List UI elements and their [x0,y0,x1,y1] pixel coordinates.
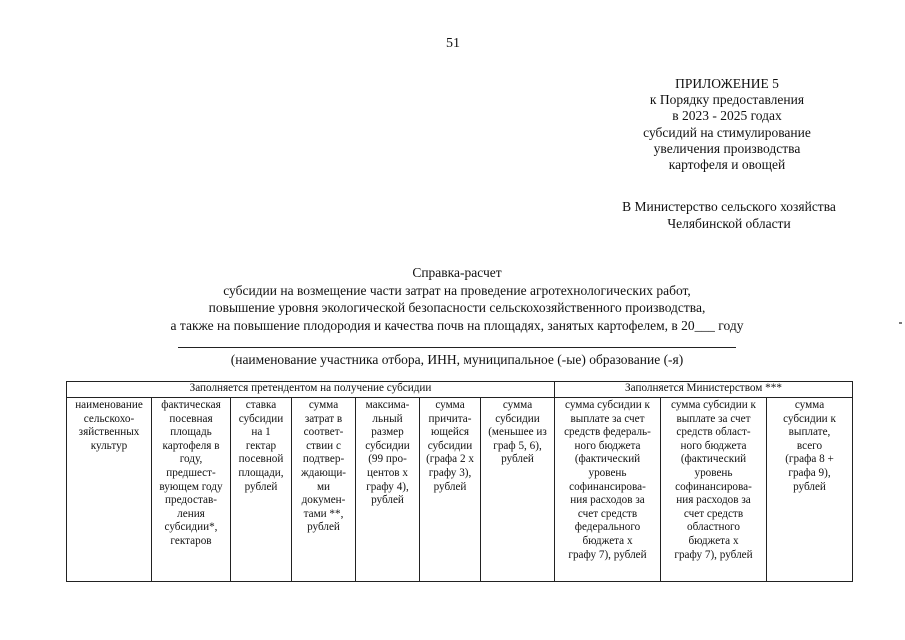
document-title [110,264,804,334]
column-header-costs-documented: сумма затрат в соответ- ствии с подтвер- ждающи- ми докумен- тами **, рублей [292,398,356,582]
calculation-table [66,381,853,582]
column-header-federal-payout: сумма субсидии к выплате за счет средств федераль- ного бюджета (фактический уровень софинансирова- ния расходов за счет средств федерального бюджета х графу 7), рублей [555,398,661,582]
page-number: 51 [446,36,460,51]
column-header-crop-name: наименование сельскохо- зяйственных культур [67,398,152,582]
participant-caption: (наименование участника отбора, ИНН, муниципальное (-ые) образование (-я) [230,352,684,367]
column-header-subsidy-amount: сумма субсидии (меньшее из граф 5, 6), рублей [481,398,555,582]
appendix-line: в 2023 - 2025 годах [672,108,782,124]
title-heading: Справка-расчет [412,265,502,280]
appendix-header [600,76,854,173]
column-header-regional-payout: сумма субсидии к выплате за счет средств област- ного бюджета (фактический уровень софинансирова- ния расходов за счет средств областного бюджета х графу 7), рублей [661,398,767,582]
scan-artifact [899,322,902,324]
column-header-due-subsidy: сумма причита- ющейся субсидии (графа 2 х графу 3), рублей [420,398,481,582]
participant-underline [178,347,736,348]
table-group-header-row [67,382,853,398]
column-header-sown-area: фактическая посевная площадь картофеля в году, предшест- вующем году предостав- ления субсидии*, гектаров [152,398,231,582]
title-line: а также на повышение плодородия и качества почв на площадях, занятых картофелем, в 20___ году [170,317,744,333]
addressee-line: В Министерство сельского хозяйства [622,199,836,214]
column-header-total-payout: сумма субсидии к выплате, всего (графа 8 + графа 9), рублей [767,398,853,582]
appendix-line: к Порядку предоставления [649,92,805,108]
addressee [598,198,860,232]
title-line: повышение уровня экологической безопасности сельскохозяйственного производства, [208,300,706,316]
group-header-applicant: Заполняется претендентом на получение субсидии [67,382,555,398]
appendix-line: субсидий на стимулирование [643,124,811,140]
appendix-title: ПРИЛОЖЕНИЕ 5 [675,76,779,91]
group-header-ministry: Заполняется Министерством *** [555,382,853,398]
appendix-line: увеличения производства [653,140,801,156]
addressee-line: Челябинской области [667,216,791,231]
appendix-line: картофеля и овощей [668,157,786,173]
title-line: субсидии на возмещение части затрат на проведение агротехнологических работ, [223,282,691,298]
table-column-header-row [67,398,853,582]
column-header-max-subsidy: максима- льный размер субсидии (99 про- центов х графу 4), рублей [356,398,420,582]
column-header-rate-per-hectare: ставка субсидии на 1 гектар посевной площади, рублей [231,398,292,582]
